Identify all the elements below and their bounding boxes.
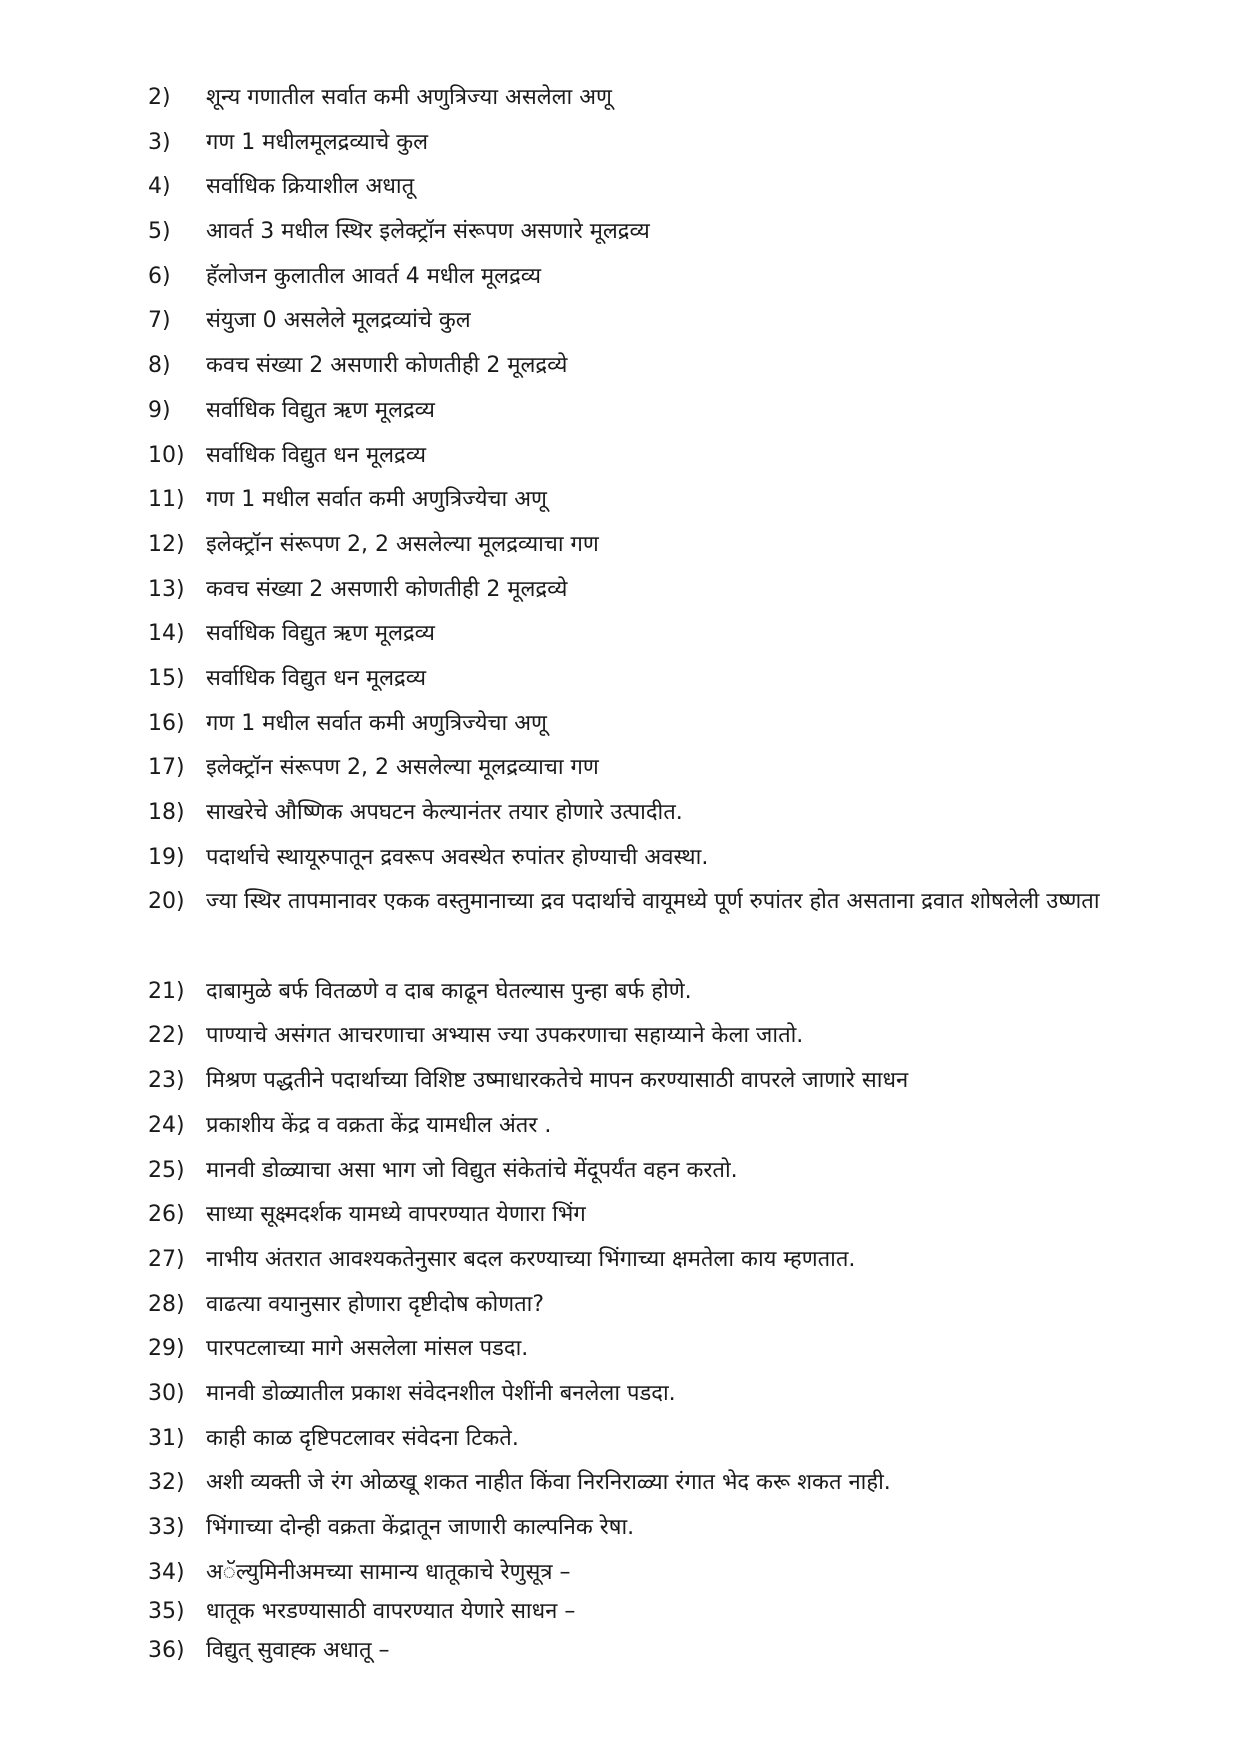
item-number: 4) <box>148 174 171 200</box>
item-text: आवर्त 3 मधील स्थिर इलेक्ट्रॉन संरूपण असणारे मूलद्रव्य <box>206 219 650 245</box>
list-item <box>148 389 1148 434</box>
list-item <box>148 1327 1148 1372</box>
item-number: 23) <box>148 1068 185 1094</box>
item-number: 10) <box>148 442 185 468</box>
item-number: 20) <box>148 889 185 915</box>
item-number: 6) <box>148 263 171 289</box>
item-text: सर्वाधिक विद्युत धन मूलद्रव्य <box>206 442 427 468</box>
item-text: अशी व्यक्ती जे रंग ओळखू शकत नाहीत किंवा निरनिराळ्या रंगात भेद करू शकत नाही. <box>206 1470 891 1496</box>
item-text: गण 1 मधील सर्वात कमी अणुत्रिज्येचा अणू <box>206 487 547 513</box>
item-number: 16) <box>148 710 185 736</box>
item-number: 27) <box>148 1246 185 1272</box>
item-text: गण 1 मधीलमूलद्रव्याचे कुल <box>206 129 429 155</box>
list-item <box>148 970 1148 1015</box>
item-number: 33) <box>148 1515 185 1541</box>
item-number: 21) <box>148 978 185 1004</box>
item-number: 15) <box>148 665 185 691</box>
item-text: शून्य गणातील सर्वात कमी अणुत्रिज्या असलेला अणू <box>206 85 612 110</box>
list-item <box>148 1629 1148 1668</box>
item-text: धातूक भरडण्यासाठी वापरण्यात येणारे साधन – <box>206 1598 576 1624</box>
list-item <box>148 791 1148 836</box>
item-text: कवच संख्या 2 असणारी कोणतीही 2 मूलद्रव्ये <box>206 576 568 602</box>
item-number: 32) <box>148 1470 185 1496</box>
item-text: पदार्थाचे स्थायूरुपातून द्रवरूप अवस्थेत रुपांतर होण्याची अवस्था. <box>206 844 709 870</box>
item-text: कवच संख्या 2 असणारी कोणतीही 2 मूलद्रव्ये <box>206 353 568 379</box>
list-item <box>148 1238 1148 1283</box>
list-item <box>148 880 1148 969</box>
list-item <box>148 478 1148 523</box>
list-item <box>148 210 1148 255</box>
item-text: विद्युत् सुवाह्क अधातू – <box>206 1637 390 1663</box>
item-text: सर्वाधिक विद्युत धन मूलद्रव्य <box>206 665 427 691</box>
item-number: 31) <box>148 1425 185 1451</box>
item-text: सर्वाधिक विद्युत ऋण मूलद्रव्य <box>206 621 435 647</box>
item-number: 34) <box>148 1559 185 1585</box>
item-number: 24) <box>148 1112 185 1138</box>
list-item <box>148 1461 1148 1506</box>
item-text: मानवी डोळ्यातील प्रकाश संवेदनशील पेशींनी बनलेला पडदा. <box>206 1380 676 1406</box>
list-item <box>148 1551 1148 1590</box>
item-text: इलेक्ट्रॉन संरूपण 2, 2 असलेल्या मूलद्रव्याचा गण <box>206 531 599 557</box>
item-number: 13) <box>148 576 185 602</box>
list-item <box>148 1149 1148 1194</box>
list-item <box>148 165 1148 210</box>
item-text: वाढत्या वयानुसार होणारा दृष्टीदोष कोणता? <box>206 1291 545 1317</box>
list-item <box>148 702 1148 747</box>
question-list <box>148 76 1148 1668</box>
item-text: प्रकाशीय केंद्र व वक्रता केंद्र यामधील अंतर . <box>206 1112 552 1138</box>
item-number: 11) <box>148 487 185 513</box>
list-item <box>148 1590 1148 1629</box>
list-item <box>148 121 1148 166</box>
item-number: 9) <box>148 397 171 423</box>
item-number: 19) <box>148 844 185 870</box>
item-text: साखरेचे औष्णिक अपघटन केल्यानंतर तयार होणारे उत्पादीत. <box>206 800 683 825</box>
list-item <box>148 1283 1148 1328</box>
item-text: सर्वाधिक क्रियाशील अधातू <box>206 174 415 200</box>
item-text: साध्या सूक्ष्मदर्शक यामध्ये वापरण्यात येणारा भिंग <box>206 1202 586 1228</box>
item-text: काही काळ दृष्टिपटलावर संवेदना टिकते. <box>206 1425 519 1451</box>
item-number: 36) <box>148 1637 185 1663</box>
item-text: पारपटलाच्या मागे असलेला मांसल पडदा. <box>206 1336 529 1362</box>
list-item <box>148 1372 1148 1417</box>
list-item <box>148 76 1148 121</box>
item-number: 2) <box>148 85 171 110</box>
item-text: मिश्रण पद्धतीने पदार्थाच्या विशिष्ट उष्माधारकतेचे मापन करण्यासाठी वापरले जाणारे साधन <box>206 1068 909 1094</box>
item-text: नाभीय अंतरात आवश्यकतेनुसार बदल करण्याच्या भिंगाच्या क्षमतेला काय म्हणतात. <box>206 1246 856 1272</box>
item-text: सर्वाधिक विद्युत ऋण मूलद्रव्य <box>206 397 435 423</box>
item-number: 7) <box>148 308 171 334</box>
list-item <box>148 523 1148 568</box>
list-item <box>148 1104 1148 1149</box>
item-number: 14) <box>148 621 185 647</box>
list-item <box>148 1506 1148 1551</box>
item-text: गण 1 मधील सर्वात कमी अणुत्रिज्येचा अणू <box>206 710 547 736</box>
list-item <box>148 657 1148 702</box>
item-number: 3) <box>148 129 171 155</box>
item-text: भिंगाच्या दोन्ही वक्रता केंद्रातून जाणारी काल्पनिक रेषा. <box>206 1515 635 1541</box>
item-text: ज्या स्थिर तापमानावर एकक वस्तुमानाच्या द्रव पदार्थाचे वायूमध्ये पूर्ण रुपांतर होत असताना द्रवात शोषलेली उष्णता <box>206 889 1100 915</box>
item-number: 18) <box>148 800 185 825</box>
item-text: हॅलोजन कुलातील आवर्त 4 मधील मूलद्रव्य <box>206 263 542 289</box>
list-item <box>148 1417 1148 1462</box>
list-item <box>148 255 1148 300</box>
item-text: दाबामुळे बर्फ वितळणे व दाब काढून घेतल्यास पुन्हा बर्फ होणे. <box>206 978 692 1004</box>
list-item <box>148 344 1148 389</box>
list-item <box>148 1014 1148 1059</box>
item-number: 5) <box>148 219 171 245</box>
list-item <box>148 612 1148 657</box>
item-number: 22) <box>148 1023 185 1049</box>
item-text: संयुजा 0 असलेले मूलद्रव्यांचे कुल <box>206 308 471 334</box>
item-text: इलेक्ट्रॉन संरूपण 2, 2 असलेल्या मूलद्रव्याचा गण <box>206 755 599 781</box>
item-number: 28) <box>148 1291 185 1317</box>
item-number: 35) <box>148 1598 185 1624</box>
list-item <box>148 836 1148 881</box>
item-number: 8) <box>148 353 171 379</box>
list-item <box>148 434 1148 479</box>
list-item <box>148 299 1148 344</box>
list-item <box>148 746 1148 791</box>
item-text: मानवी डोळ्याचा असा भाग जो विद्युत संकेतांचे मेंदूपर्यंत वहन करतो. <box>206 1157 738 1183</box>
item-number: 17) <box>148 755 185 781</box>
item-text: पाण्याचे असंगत आचरणाचा अभ्यास ज्या उपकरणाचा सहाय्याने केला जातो. <box>206 1023 804 1049</box>
item-text: अॅल्युमिनीअमच्या सामान्य धातूकाचे रेणुसूत्र – <box>206 1559 571 1585</box>
item-number: 25) <box>148 1157 185 1183</box>
list-item <box>148 1059 1148 1104</box>
item-number: 26) <box>148 1202 185 1228</box>
list-item <box>148 568 1148 613</box>
list-item <box>148 1193 1148 1238</box>
item-number: 29) <box>148 1336 185 1362</box>
item-number: 30) <box>148 1380 185 1406</box>
item-number: 12) <box>148 531 185 557</box>
